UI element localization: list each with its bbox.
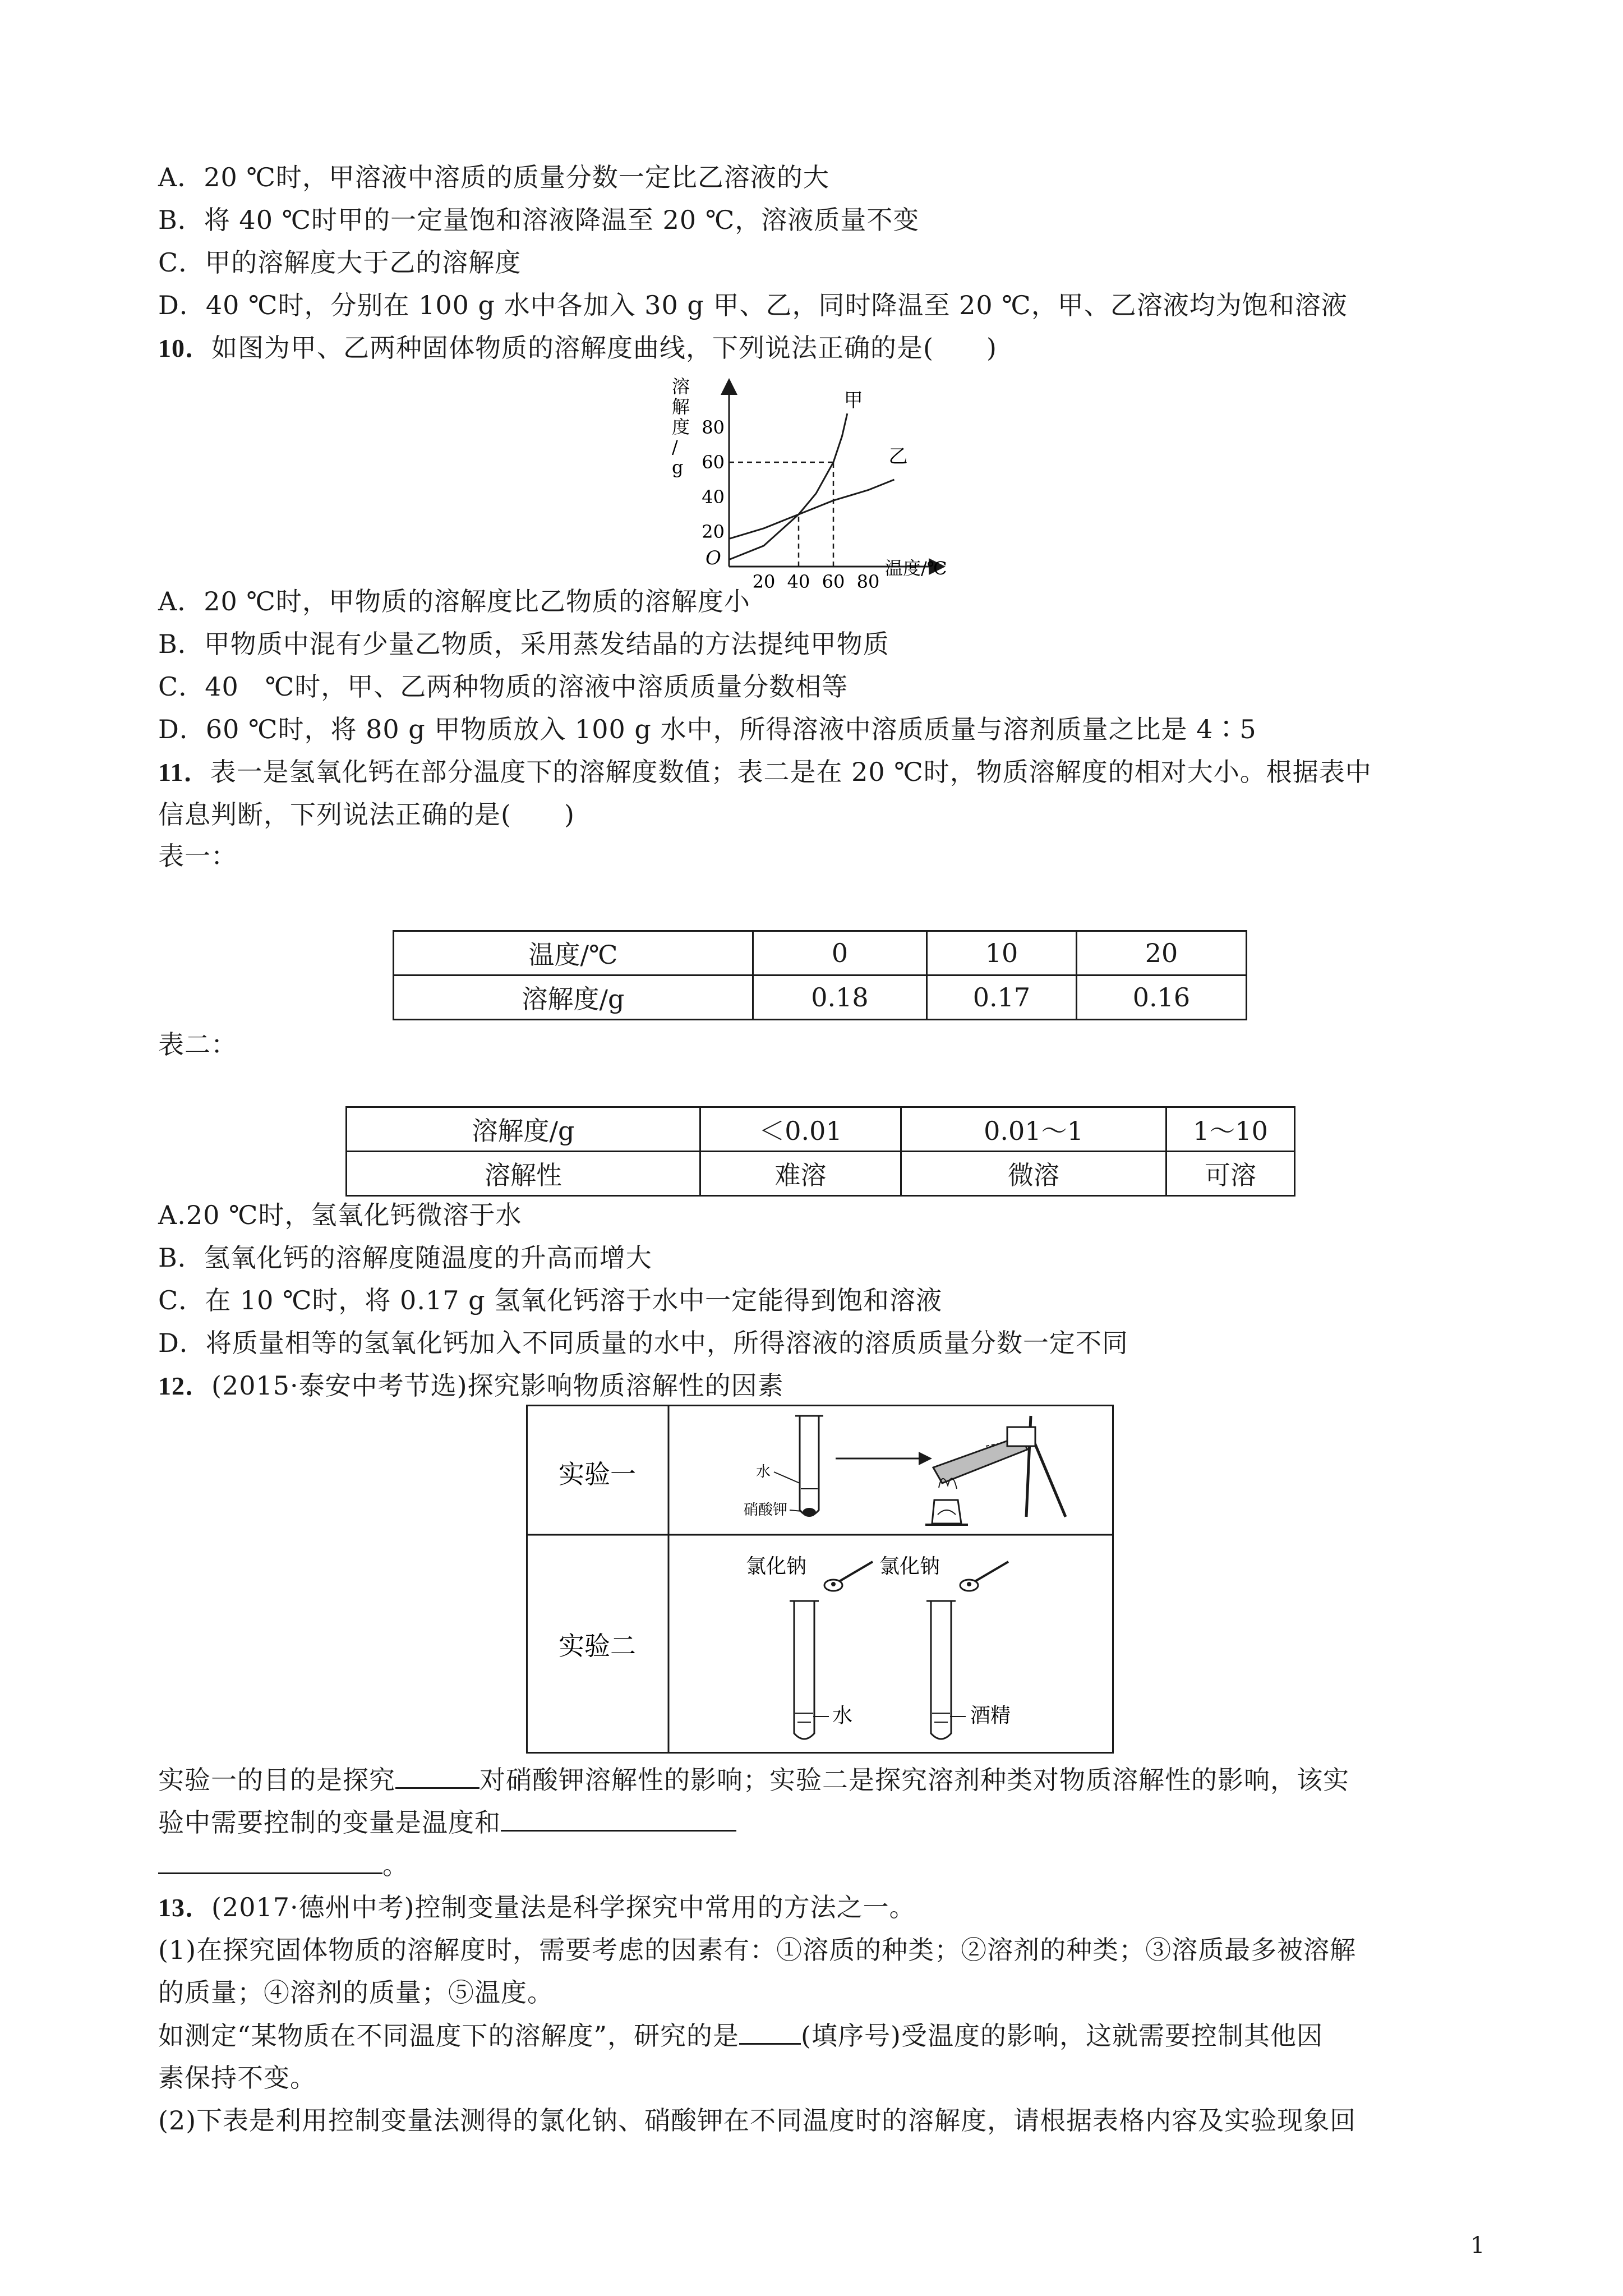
heating-apparatus-icon [925, 1416, 1066, 1525]
q13-part1-line-3 [158, 2018, 1323, 2053]
x-tick-label: 20 [752, 571, 776, 592]
q9-option-b: B．将 40 ℃时甲的一定量饱和溶液降温至 20 ℃，溶液质量不变 [158, 205, 920, 235]
test-tube-icon [926, 1601, 956, 1739]
x-tick-label: 80 [856, 571, 880, 592]
table-cell: 溶解度/g [347, 1107, 700, 1152]
origin-label: O [706, 547, 721, 569]
q11-stem-line-2: 信息判断，下列说法正确的是( ) [158, 799, 575, 830]
answer-blank[interactable] [501, 1805, 736, 1832]
answer-blank[interactable] [395, 1763, 479, 1789]
table-cell: ＜0.01 [700, 1107, 901, 1152]
q11-stem-1: 表一是氢氧化钙在部分温度下的溶解度数值；表二是在 20 ℃时，物质溶解度的相对大小。根据表中 [210, 757, 1372, 787]
table-row [394, 931, 1247, 976]
q12-text-line-1 [158, 1763, 1349, 1797]
q9-option-d: D．40 ℃时，分别在 100 g 水中各加入 30 g 甲、乙，同时降温至 20 ℃，甲、乙溶液均为饱和溶液 [158, 290, 1348, 320]
q13-stem: (2017·德州中考)控制变量法是科学探究中常用的方法之一。 [211, 1892, 916, 1922]
table-row [394, 976, 1247, 1020]
label-potassium-nitrate: 硝酸钾 [744, 1502, 788, 1519]
q11-stem-line-1 [158, 755, 1372, 789]
solubility-chart [662, 370, 976, 595]
q11-option-a: A.20 ℃时，氢氧化钙微溶于水 [158, 1200, 522, 1230]
q13-stem-line [158, 1890, 916, 1925]
table-cell: 0.17 [927, 976, 1077, 1020]
q12-end: 。 [382, 1850, 409, 1880]
label-sodium-chloride-right: 氯化钠 [879, 1555, 940, 1578]
label-water-2: 水 [832, 1704, 853, 1727]
q13-part1-line-1: (1)在探究固体物质的溶解度时，需要考虑的因素有：①溶质的种类；②溶剂的种类；③溶质最多被溶解 [158, 1935, 1357, 1965]
y-axis-label-text: 溶解度/ g [672, 376, 690, 478]
test-tube-icon [795, 1416, 823, 1517]
label-sodium-chloride-left: 氯化钠 [746, 1555, 807, 1578]
x-tick-label: 40 [787, 571, 810, 592]
y-axis-label [672, 376, 690, 478]
table-cell: 微溶 [901, 1152, 1166, 1196]
q12-text-1a: 实验一的目的是探究 [158, 1765, 395, 1795]
q13-part2-line-1: (2)下表是利用控制变量法测得的氯化钠、硝酸钾在不同温度时的溶解度，请根据表格内容及实验现象回 [158, 2105, 1357, 2136]
q10-option-a: A．20 ℃时，甲物质的溶解度比乙物质的溶解度小 [158, 586, 750, 616]
table-row [347, 1107, 1295, 1152]
table-cell: 0 [753, 931, 927, 976]
q13-part1-line-4: 素保持不变。 [158, 2063, 316, 2093]
chart-axes [729, 381, 942, 567]
q9-option-c: C．甲的溶解度大于乙的溶解度 [158, 247, 522, 278]
answer-blank[interactable] [158, 1848, 382, 1874]
q10-option-d: D．60 ℃时，将 80 g 甲物质放入 100 g 水中，所得溶液中溶质质量与溶剂质量之比是 4∶5 [158, 714, 1257, 744]
series-line-1 [729, 413, 847, 559]
q11-option-b: B．氢氧化钙的溶解度随温度的升高而增大 [158, 1243, 652, 1273]
spoon-icon [824, 1562, 873, 1591]
q10-stem: 如图为甲、乙两种固体物质的溶解度曲线，下列说法正确的是( ) [211, 333, 997, 363]
x-tick-label: 60 [822, 571, 845, 592]
table-cell: 溶解度/g [394, 976, 753, 1020]
label-alcohol: 酒精 [970, 1704, 1011, 1727]
q12-text-line-2 [158, 1805, 736, 1839]
y-tick-label: 60 [702, 452, 725, 473]
experiment-2-label: 实验二 [559, 1631, 636, 1661]
table-cell: 20 [1077, 931, 1247, 976]
q13-p2b: (填序号)受温度的影响，这就需要控制其他因 [801, 2021, 1323, 2051]
q10-stem-line [158, 331, 997, 365]
series-label: 乙 [888, 445, 908, 468]
q10-option-b: B．甲物质中混有少量乙物质，采用蒸发结晶的方法提纯甲物质 [158, 629, 889, 659]
experiment-table [526, 1405, 1114, 1754]
arrow-icon [836, 1452, 932, 1465]
table-cell: 可溶 [1166, 1152, 1295, 1196]
table-cell: 0.18 [753, 976, 927, 1020]
y-tick-label: 80 [702, 417, 725, 438]
q12-text-2: 验中需要控制的变量是温度和 [158, 1807, 501, 1838]
page-number: 1 [1470, 2233, 1485, 2258]
table-two [345, 1106, 1295, 1197]
test-tube-icon [790, 1601, 819, 1739]
q12-number: 12． [158, 1372, 211, 1400]
q13-p2a: 如测定“某物质在不同温度下的溶解度”，研究的是 [158, 2021, 740, 2051]
chart-guides [729, 462, 833, 567]
q9-option-a: A．20 ℃时，甲溶液中溶质的质量分数一定比乙溶液的大 [158, 162, 829, 192]
q11-option-d: D．将质量相等的氢氧化钙加入不同质量的水中，所得溶液的溶质质量分数一定不同 [158, 1328, 1128, 1358]
series-line-2 [729, 480, 895, 539]
chart-series [729, 389, 908, 559]
table2-label: 表二： [158, 1029, 237, 1060]
label-water: 水 [756, 1464, 771, 1480]
q10-option-c: C．40 ℃时，甲、乙两种物质的溶液中溶质质量分数相等 [158, 671, 849, 702]
table-cell: 难溶 [700, 1152, 901, 1196]
q12-stem: (2015·泰安中考节选)探究影响物质溶解性的因素 [211, 1370, 784, 1401]
y-tick-label: 20 [702, 521, 725, 542]
table-cell: 1～10 [1166, 1107, 1295, 1152]
table-cell: 温度/℃ [394, 931, 753, 976]
table-row [347, 1152, 1295, 1196]
table-one [393, 930, 1247, 1020]
experiment-1-label: 实验一 [559, 1459, 636, 1489]
table-cell: 0.16 [1077, 976, 1247, 1020]
spoon-icon [960, 1562, 1008, 1591]
answer-blank[interactable] [739, 2018, 801, 2045]
q10-number: 10． [158, 334, 211, 362]
table-cell: 溶解性 [347, 1152, 700, 1196]
x-axis-label: 温度/℃ [885, 558, 947, 579]
q13-part1-line-2: 的质量；④溶剂的质量；⑤温度。 [158, 1977, 554, 2008]
q11-option-c: C．在 10 ℃时，将 0.17 g 氢氧化钙溶于水中一定能得到饱和溶液 [158, 1285, 943, 1315]
y-tick-label: 40 [702, 486, 725, 508]
series-label: 甲 [843, 389, 863, 412]
q12-stem-line [158, 1369, 784, 1403]
q12-text-line-3 [158, 1848, 409, 1882]
table-cell: 0.01～1 [901, 1107, 1166, 1152]
q13-number: 13． [158, 1893, 211, 1922]
q12-text-1b: 对硝酸钾溶解性的影响；实验二是探究溶剂种类对物质溶解性的影响，该实 [479, 1765, 1349, 1795]
q11-number: 11． [158, 758, 210, 786]
table1-label: 表一： [158, 841, 237, 871]
table-cell: 10 [927, 931, 1077, 976]
